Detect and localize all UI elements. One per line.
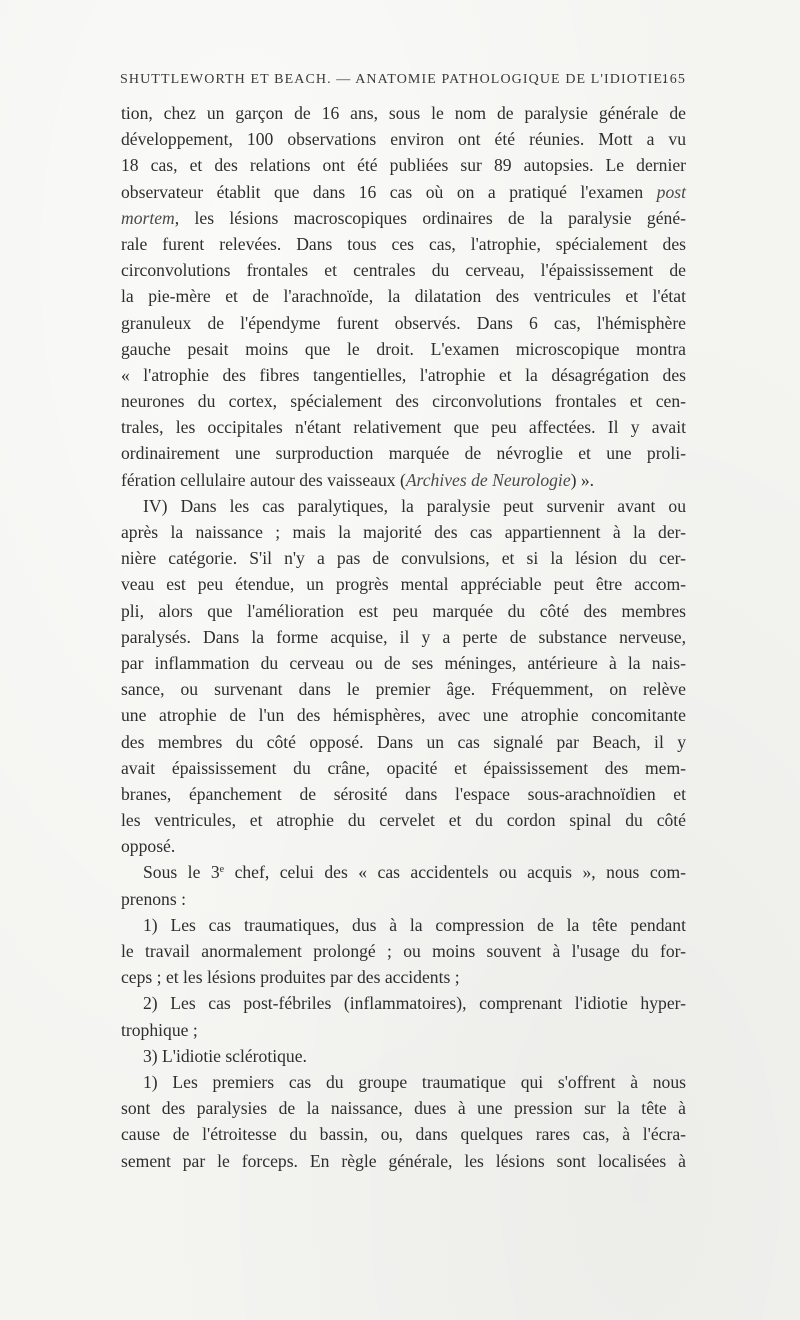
text-line: 3) L'idiotie sclérotique. (143, 1045, 307, 1066)
text-line: sance, ou survenant dans le premier âge. Fréquemment, on relève (121, 679, 686, 700)
text-line-part: fération cellulaire autour des vaisseaux ( (121, 469, 406, 490)
text-line: cause de l'étroitesse du bassin, ou, dans quelques rares cas, à l'écra- (121, 1124, 686, 1145)
text-line: des membres du côté opposé. Dans un cas signalé par Beach, il y (121, 731, 686, 752)
italic-post: post (656, 181, 686, 202)
text-line: circonvolutions frontales et centrales du cerveau, l'épaississement de (121, 260, 686, 281)
text-line: le travail anormalement prolongé ; ou moins souvent à l'usage du for- (121, 941, 686, 961)
text-line-part: Sous le 3 (143, 862, 220, 883)
text-line: 1) Les premiers cas du groupe traumatique qui s'offrent à nous (143, 1071, 686, 1092)
text-line: la pie-mère et de l'arachnoïde, la dilatation des ventricules et l'état (121, 286, 686, 307)
text-line: veau est peu étendue, un progrès mental appréciable peut être accom- (121, 574, 686, 595)
text-line: rale furent relevées. Dans tous ces cas, l'atrophie, spécialement des (121, 233, 686, 254)
text-line (121, 467, 686, 493)
text-line: granuleux de l'épendyme furent observés. Dans 6 cas, l'hémisphère (121, 312, 686, 333)
text-line: après la naissance ; mais la majorité des cas appartiennent à la der- (121, 522, 686, 542)
text-line: neurones du cortex, spécialement des circonvolutions frontales et cen- (121, 391, 686, 412)
text-line: par inflammation du cerveau ou de ses méninges, antérieure à la nais- (121, 652, 686, 673)
text-line-part: ) ». (570, 469, 595, 490)
text-line: ceps ; et les lésions produites par des accidents ; (121, 967, 460, 988)
text-line: paralysés. Dans la forme acquise, il y a perte de substance nerveuse, (121, 626, 686, 647)
text-line: opposé. (121, 836, 176, 857)
text-line: les ventricules, et atrophie du cervelet et du cordon spinal du côté (121, 810, 686, 831)
text-line (121, 205, 686, 231)
text-line: IV) Dans les cas paralytiques, la paralysie peut survenir avant ou (143, 495, 686, 516)
text-line: ordinairement une surproduction marquée de névroglie et une proli- (121, 443, 686, 464)
text-line: 1) Les cas traumatiques, dus à la compression de la tête pendant (143, 914, 686, 935)
text-line: trales, les occipitales n'étant relativement que peu affectées. Il y avait (121, 417, 686, 438)
text-line: développement, 100 observations environ ont été réunies. Mott a vu (121, 129, 686, 150)
body-text (121, 100, 686, 1174)
text-line (121, 859, 686, 885)
running-head (120, 72, 686, 96)
text-line: une atrophie de l'un des hémisphères, avec une atrophie concomitante (121, 705, 686, 726)
text-line: 18 cas, et des relations ont été publiées sur 89 autopsies. Le dernier (121, 155, 686, 176)
text-line: « l'atrophie des fibres tangentielles, l'atrophie et la désagrégation des (121, 364, 686, 385)
italic-mortem: mortem (121, 207, 175, 228)
text-line: tion, chez un garçon de 16 ans, sous le nom de paralysie générale de (121, 103, 686, 123)
page-number: 165 (661, 72, 686, 87)
text-line: sont des paralysies de la naissance, dues à une pression sur la tête à (121, 1098, 686, 1119)
text-line: pli, alors que l'amélioration est peu marquée du côté des membres (121, 600, 686, 621)
text-line: gauche pesait moins que le droit. L'examen microscopique montra (121, 338, 686, 359)
text-line: avait épaississement du crâne, opacité et épaississement des mem- (121, 757, 686, 778)
text-line: trophique ; (121, 1019, 198, 1040)
text-line (121, 179, 686, 205)
text-line-part: observateur établit que dans 16 cas où on a pratiqué l'examen (121, 181, 644, 202)
text-line-part: chef, celui des « cas accidentels ou acquis », nous com- (234, 862, 686, 883)
italic-archives: Archives de Neurologie (405, 469, 571, 490)
text-line: 2) Les cas post-fébriles (inflammatoires), comprenant l'idiotie hyper- (143, 993, 686, 1014)
text-line: branes, épanchement de sérosité dans l'espace sous-arachnoïdien et (121, 783, 686, 804)
superscript: e (219, 864, 225, 876)
text-line: prenons : (121, 888, 186, 909)
running-head-title: SHUTTLEWORTH ET BEACH. — ANATOMIE PATHOLOGIQUE DE L'IDIOTIE. (120, 72, 668, 87)
text-line: nière catégorie. S'il n'y a pas de convulsions, et si la lésion du cer- (121, 548, 686, 569)
text-line: sement par le forceps. En règle générale, les lésions sont localisées à (121, 1150, 686, 1171)
text-line-part: , les lésions macroscopiques ordinaires de la paralysie géné- (174, 207, 686, 228)
